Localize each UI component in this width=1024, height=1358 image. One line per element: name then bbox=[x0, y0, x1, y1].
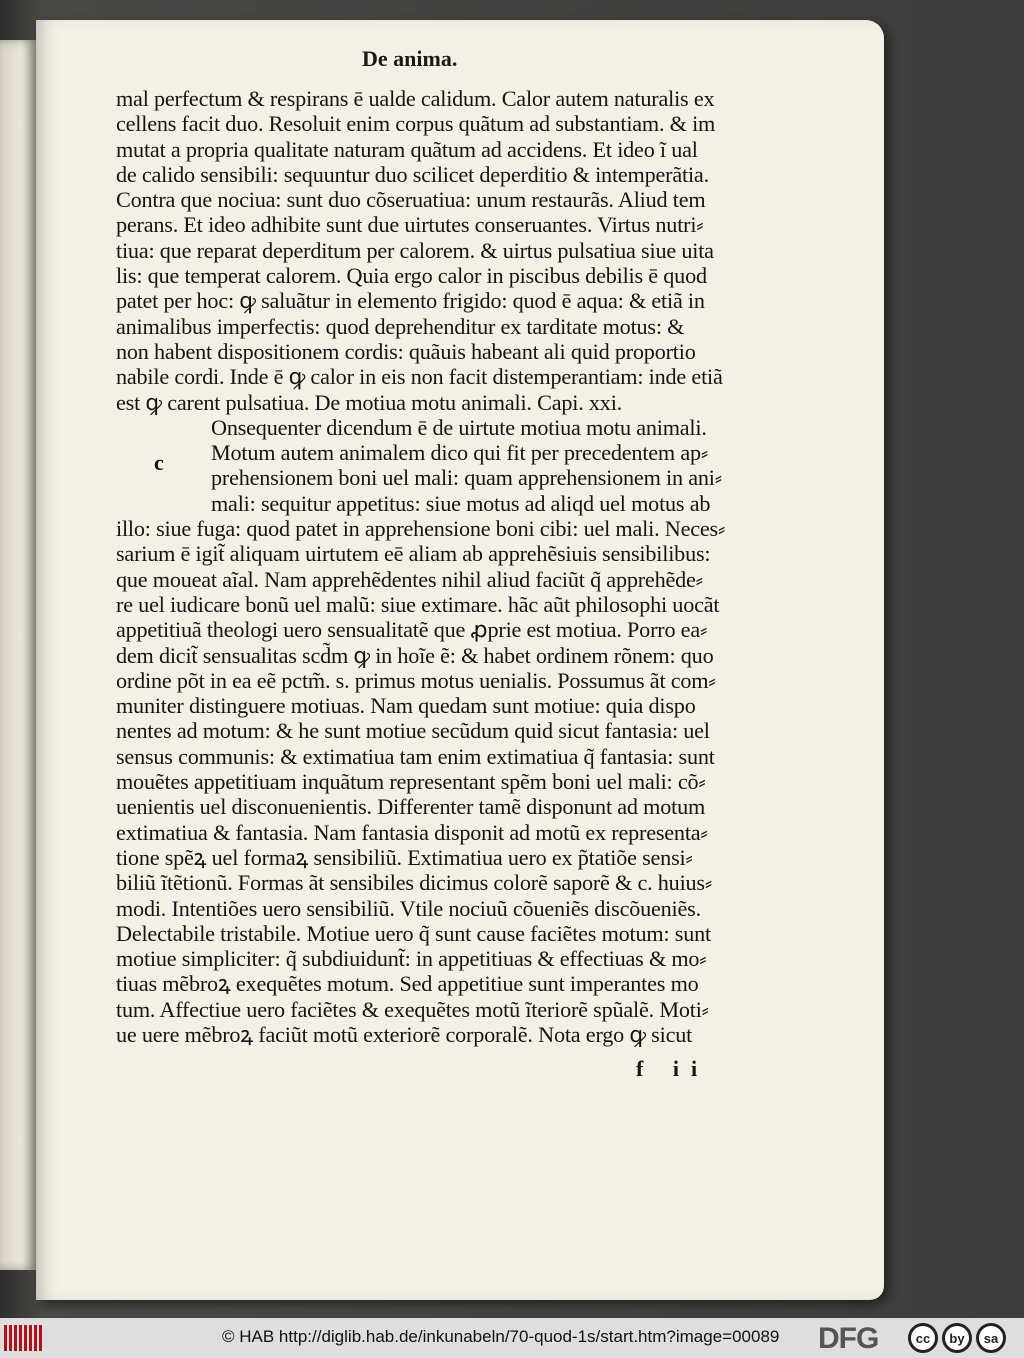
text-line: perans. Et ideo adhibite sunt due uirtutes conseruantes. Virtus nutri⸗ bbox=[116, 212, 704, 238]
book-page bbox=[36, 20, 884, 1300]
text-line: muniter distinguere motiuas. Nam quedam sunt motiue: quia dispo bbox=[116, 693, 696, 719]
text-line: Contra que nociua: sunt duo cõseruatiua: unum restaurãs. Aliud tem bbox=[116, 187, 706, 213]
text-line: Onsequenter dicendum ē de uirtute motiua motu animali. bbox=[211, 414, 707, 440]
text-line: biliũ ĩtẽtionũ. Formas ãt sensibiles dicimus colorẽ saporẽ & c. huius⸗ bbox=[116, 870, 713, 896]
footer-bar bbox=[0, 1318, 1024, 1358]
text-line: ordine põt in ea eẽ pctm̃. s. primus motus uenialis. Possumus ãt com⸗ bbox=[116, 667, 716, 693]
text-line: illo: siue fuga: quod patet in apprehensione boni cibi: uel mali. Neces⸗ bbox=[116, 516, 726, 542]
text-line: mali: sequitur appetitus: siue motus ad aliqd uel motus ab bbox=[211, 490, 711, 516]
cc-license-badge[interactable] bbox=[908, 1322, 1020, 1354]
margin-letter: c bbox=[154, 450, 164, 475]
text-line: animalibus imperfectis: quod deprehenditur ex tarditate motus: & bbox=[116, 313, 685, 339]
text-line: tum. Affectiue uero faciẽtes & exequẽtes motũ ĩteriorẽ spũalẽ. Moti⸗ bbox=[116, 996, 709, 1022]
signature-mark: f ii bbox=[636, 1056, 710, 1081]
text-line: nentes ad motum: & he sunt motiue secũdum quid sicut fantasia: uel bbox=[116, 718, 710, 744]
text-line: patet per hoc: ꝙ saluãtur in elemento frigido: quod ē aqua: & etiã in bbox=[116, 288, 705, 314]
text-line: de calido sensibili: sequuntur duo scilicet deperditio & intemperãtia. bbox=[116, 161, 709, 187]
text-line: re uel iudicare bonũ uel malũ: siue extimare. hãc aũt philosophi uocãt bbox=[116, 591, 720, 617]
text-line: mouẽtes appetitiuam inquãtum representant spẽm boni uel mali: cõ⸗ bbox=[116, 769, 706, 795]
by-icon: by bbox=[942, 1323, 972, 1353]
cc-icon: cc bbox=[908, 1323, 938, 1353]
text-line: mal perfectum & respirans ē ualde calidum. Calor autem naturalis ex bbox=[116, 86, 715, 111]
footer-credit-link[interactable]: © HAB http://diglib.hab.de/inkunabeln/70-quod-1s/start.htm?image=00089 bbox=[222, 1327, 780, 1346]
text-line: prehensionem boni uel mali: quam apprehensionem in ani⸗ bbox=[211, 465, 722, 491]
text-line: appetitiuã theologi uero sensualitatẽ que ꝓprie est motiua. Porro ea⸗ bbox=[116, 617, 708, 643]
text-line: tiua: que reparat deperditum per calorem. & uirtus pulsatiua siue uita bbox=[116, 237, 714, 263]
text-line: tione spẽꝝ uel formaꝝ sensibiliũ. Extimatiua uero ex p̃tatiõe sensi⸗ bbox=[116, 844, 693, 870]
text-line: sarium ē igit̃ aliquam uirtutem eē aliam ab apprehẽsiuis sensibilibus: bbox=[116, 541, 711, 567]
sa-icon: sa bbox=[976, 1323, 1006, 1353]
dfg-logo: DFG bbox=[818, 1322, 879, 1355]
text-line: que moueat aĩal. Nam apprehẽdentes nihil aliud faciũt q̃ apprehẽde⸗ bbox=[116, 566, 703, 592]
text-line: cellens facit duo. Resoluit enim corpus quãtum ad substantiam. & im bbox=[116, 111, 716, 137]
text-line: ue uere mẽbroꝝ faciũt motũ exteriorẽ corporalẽ. Nota ergo ꝙ sicut bbox=[116, 1021, 693, 1047]
running-head: De anima. bbox=[362, 46, 458, 71]
text-line: Delectabile tristabile. Motiue uero q̃ sunt cause faciẽtes motum: sunt bbox=[116, 920, 711, 946]
text-line: mutat a propria qualitate naturam quãtum ad accidens. Et ideo ĩ ual bbox=[116, 136, 698, 162]
text-line: extimatiua & fantasia. Nam fantasia disponit ad motũ ex representa⸗ bbox=[116, 819, 708, 845]
text-line: dem dicit̃ sensualitas scd̃m ꝙ in hoĩe ẽ: & habet ordinem rõnem: quo bbox=[116, 642, 714, 668]
text-line: uenientis uel disconuenientis. Differenter tamẽ disponunt ad motum bbox=[116, 794, 706, 820]
text-line: non habent dispositionem cordis: quãuis habeant ali quid proportio bbox=[116, 338, 696, 364]
text-line: motiue simpliciter: q̃ subdiuidunt̃: in appetitiuas & effectiuas & mo⸗ bbox=[116, 946, 707, 972]
text-line: tiuas mẽbroꝝ exequẽtes motum. Sed appetitiue sunt imperantes mo bbox=[116, 971, 699, 997]
page-text bbox=[116, 86, 816, 1047]
hab-logo-icon bbox=[4, 1325, 44, 1351]
text-line: modi. Intentiões uero sensibiliũ. Vtile nociuũ cõueniẽs discõueniẽs. bbox=[116, 895, 701, 921]
text-line: sensus communis: & extimatiua tam enim extimatiua q̃ fantasia: sunt bbox=[116, 743, 715, 769]
text-line: Motum autem animalem dico qui fit per precedentem ap⸗ bbox=[211, 440, 709, 466]
text-line: est ꝙ carent pulsatiua. De motiua motu animali. Capi. xxi. bbox=[116, 389, 623, 415]
text-line: nabile cordi. Inde ē ꝙ calor in eis non facit distemperantiam: inde etiã bbox=[116, 364, 723, 390]
text-line: lis: que temperat calorem. Quia ergo calor in piscibus debilis ē quod bbox=[116, 263, 707, 289]
left-page-edge bbox=[0, 40, 36, 1270]
